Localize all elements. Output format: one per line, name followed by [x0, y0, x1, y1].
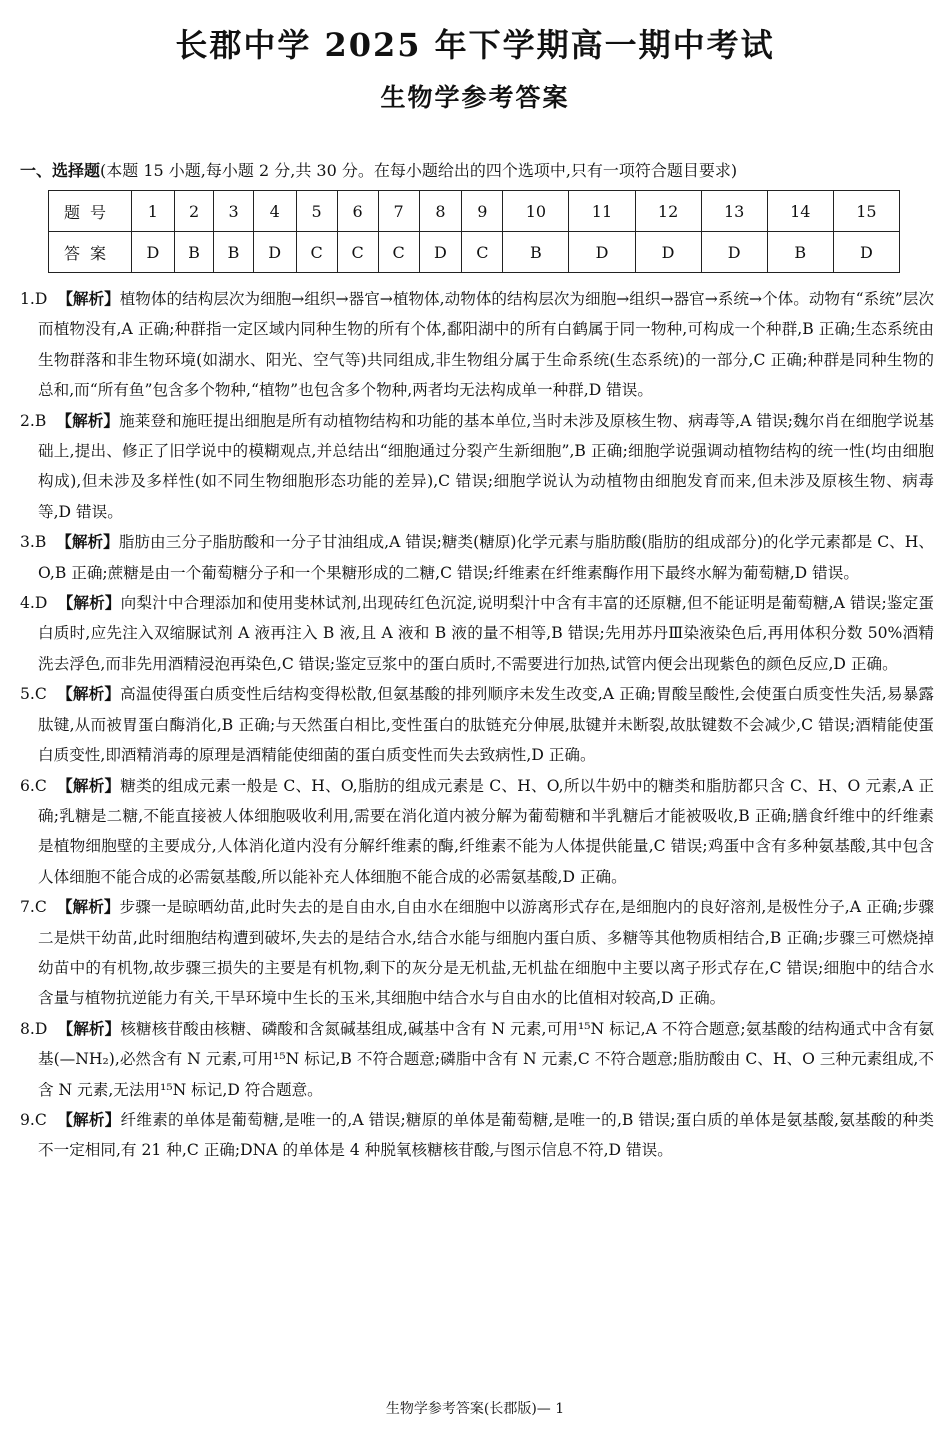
item-text: 核糖核苷酸由核糖、磷酸和含氮碱基组成,碱基中含有 N 元素,可用¹⁵N 标记,A 不符合题意;氨基酸的结构通式中含有氨基(—NH₂),必然含有 N 元素,可用¹⁵N 标记,B 不符合题意;磷脂中含有 N 元素,C 不符合题意;脂肪酸由 C、H、O 三种元素组成,不含 N 元素,无法用¹⁵N 标记,D 符合题意。 [38, 1019, 934, 1099]
explanation-item [20, 284, 934, 406]
item-number: 4.D [20, 594, 48, 613]
item-text: 纤维素的单体是葡萄糖,是唯一的,A 错误;糖原的单体是葡萄糖,是唯一的,B 错误;蛋白质的单体是氨基酸,氨基酸的种类不一定相同,有 21 种,C 正确;DNA 的单体是 4 种脱氧核糖核苷酸,与图示信息不符,D 错误。 [38, 1110, 934, 1160]
item-number: 9.C [20, 1110, 47, 1129]
explanation-item [20, 1105, 934, 1166]
analysis-tag: 【解析】 [57, 1109, 121, 1129]
question-number: 1 [132, 191, 175, 232]
question-number: 13 [701, 191, 767, 232]
row-header-answer: 答案 [49, 232, 132, 273]
item-text: 脂肪由三分子脂肪酸和一分子甘油组成,A 错误;糖类(糖原)化学元素与脂肪酸(脂肪的组成部分)的化学元素都是 C、H、O,B 正确;蔗糖是由一个葡萄糖分子和一个果糖形成的二糖,C 错误;纤维素在纤维素酶作用下最终水解为葡萄糖,D 错误。 [38, 533, 934, 582]
question-number: 3 [214, 191, 254, 232]
item-number: 6.C [20, 776, 47, 795]
analysis-tag: 【解析】 [57, 593, 121, 613]
item-number: 7.C [20, 898, 47, 917]
answer-cell: D [419, 232, 462, 273]
row-header-number: 题号 [49, 191, 132, 232]
analysis-tag: 【解析】 [57, 1018, 121, 1038]
explanation-item [20, 679, 934, 770]
answer-cell: B [503, 232, 569, 273]
answer-cell: C [462, 232, 503, 273]
explanation-item [20, 771, 934, 893]
answer-cell: B [174, 232, 214, 273]
analysis-tag: 【解析】 [57, 684, 121, 704]
answer-cell: D [132, 232, 175, 273]
question-number: 2 [174, 191, 214, 232]
answer-cell: D [253, 232, 296, 273]
question-number: 15 [833, 191, 899, 232]
question-number: 10 [503, 191, 569, 232]
answer-cell: D [833, 232, 899, 273]
question-number: 7 [378, 191, 419, 232]
explanation-item [20, 892, 934, 1014]
question-number: 12 [635, 191, 701, 232]
item-number: 1.D [20, 290, 48, 308]
answer-cell: B [767, 232, 833, 273]
explanation-item [20, 588, 934, 679]
page-footer: 生物学参考答案(长郡版)— 1 [385, 1401, 565, 1417]
item-text: 施莱登和施旺提出细胞是所有动植物结构和功能的基本单位,当时未涉及原核生物、病毒等,A 错误;魏尔肖在细胞学说基础上,提出、修正了旧学说中的模糊观点,并总结出“细胞通过分裂产生新细胞”,B 正确;细胞学说强调动植物结构的统一性(均由细胞构成),但未涉及多样性(如不同生物细胞形态功能的差异),C 错误;细胞学说认为动植物由细胞发育而来,但未涉及原核生物、病毒等,D 错误。 [38, 411, 934, 521]
question-number: 9 [462, 191, 503, 232]
analysis-tag: 【解析】 [56, 897, 120, 917]
question-number: 14 [767, 191, 833, 232]
explanation-item [20, 527, 934, 588]
item-number: 5.C [20, 685, 47, 704]
item-number: 2.B [20, 411, 47, 430]
analysis-tag: 【解析】 [56, 532, 119, 552]
item-number: 8.D [20, 1019, 48, 1038]
answer-row [49, 232, 900, 273]
section-heading [20, 158, 940, 181]
answer-cell: C [378, 232, 419, 273]
answer-subtitle: 生物学参考答案 [380, 83, 570, 112]
answer-table [48, 190, 900, 273]
item-text: 糖类的组成元素一般是 C、H、O,脂肪的组成元素是 C、H、O,所以牛奶中的糖类和脂肪都只含 C、H、O 元素,A 正确;乳糖是二糖,不能直接被人体细胞吸收利用,需要在消化道内被分解为葡萄糖和半乳糖后才能被吸收,B 正确;膳食纤维中的纤维素是植物细胞壁的主要成分,人体消化道内没有分解纤维素的酶,纤维素不能为人体提供能量,C 错误;鸡蛋中含有多种氨基酸,其中包含人体细胞不能合成的必需氨基酸,所以能补充人体细胞不能合成的必需氨基酸,D 正确。 [38, 776, 934, 886]
exam-title: 长郡中学 2025 年下学期高一期中考试 [175, 26, 775, 64]
section-label: 一、选择题 [20, 161, 101, 180]
question-number: 6 [337, 191, 378, 232]
question-number: 8 [419, 191, 462, 232]
answer-cell: D [701, 232, 767, 273]
item-text: 步骤一是晾晒幼苗,此时失去的是自由水,自由水在细胞中以游离形式存在,是细胞内的良好溶剂,是极性分子,A 正确;步骤二是烘干幼苗,此时细胞结构遭到破坏,失去的是结合水,结合水能与细胞内蛋白质、多糖等其他物质相结合,B 正确;步骤三可燃烧掉幼苗中的有机物,故步骤三损失的主要是有机物,剩下的灰分是无机盐,无机盐在细胞中主要以离子形式存在,C 错误;细胞中的结合水含量与植物抗逆能力有关,干旱环境中生长的玉米,其细胞中结合水与自由水的比值相对较高,D 正确。 [38, 898, 934, 1008]
answer-cell: D [635, 232, 701, 273]
question-number: 11 [569, 191, 635, 232]
question-number-row [49, 191, 900, 232]
question-number: 5 [296, 191, 337, 232]
analysis-tag: 【解析】 [56, 410, 120, 430]
analysis-tag: 【解析】 [57, 775, 121, 795]
section-note: (本题 15 小题,每小题 2 分,共 30 分。在每小题给出的四个选项中,只有一项符合题目要求) [100, 161, 738, 180]
answer-cell: C [337, 232, 378, 273]
answer-cell: C [296, 232, 337, 273]
explanation-list [20, 284, 934, 1166]
question-number: 4 [253, 191, 296, 232]
explanation-item [20, 1014, 934, 1105]
answer-cell: D [569, 232, 635, 273]
explanation-item [20, 406, 934, 528]
item-text: 植物体的结构层次为细胞→组织→器官→植物体,动物体的结构层次为细胞→组织→器官→系统→个体。动物有“系统”层次而植物没有,A 正确;种群指一定区域内同种生物的所有个体,鄱阳湖中的所有白鹤属于同一物种,可构成一个种群,B 正确;生态系统由生物群落和非生物环境(如湖水、阳光、空气等)共同组成,非生物组分属于生命系统(生态系统)的一部分,C 正确;种群是同种生物的总和,而“所有鱼”包含多个物种,“植物”也包含多个物种,两者均无法构成单一种群,D 错误。 [38, 290, 934, 400]
analysis-tag: 【解析】 [57, 289, 120, 308]
answer-cell: B [214, 232, 254, 273]
item-number: 3.B [20, 533, 47, 552]
item-text: 高温使得蛋白质变性后结构变得松散,但氨基酸的排列顺序未发生改变,A 正确;胃酸呈酸性,会使蛋白质变性失活,易暴露肽键,从而被胃蛋白酶消化,B 正确;与天然蛋白相比,变性蛋白的肽链充分伸展,肽键并未断裂,故肽键数不会减少,C 错误;酒精能使蛋白质变性,即酒精消毒的原理是酒精能使细菌的蛋白质变性而失去致病性,D 正确。 [38, 685, 934, 765]
item-text: 向梨汁中合理添加和使用斐林试剂,出现砖红色沉淀,说明梨汁中含有丰富的还原糖,但不能证明是葡萄糖,A 错误;鉴定蛋白质时,应先注入双缩脲试剂 A 液再注入 B 液,且 A 液和 B 液的量不相等,B 错误;先用苏丹Ⅲ染液染色后,再用体积分数 50%酒精洗去浮色,而非先用酒精浸泡再染色,C 错误;鉴定豆浆中的蛋白质时,不需要进行加热,试管内便会出现紫色的颜色反应,D 正确。 [38, 594, 934, 673]
